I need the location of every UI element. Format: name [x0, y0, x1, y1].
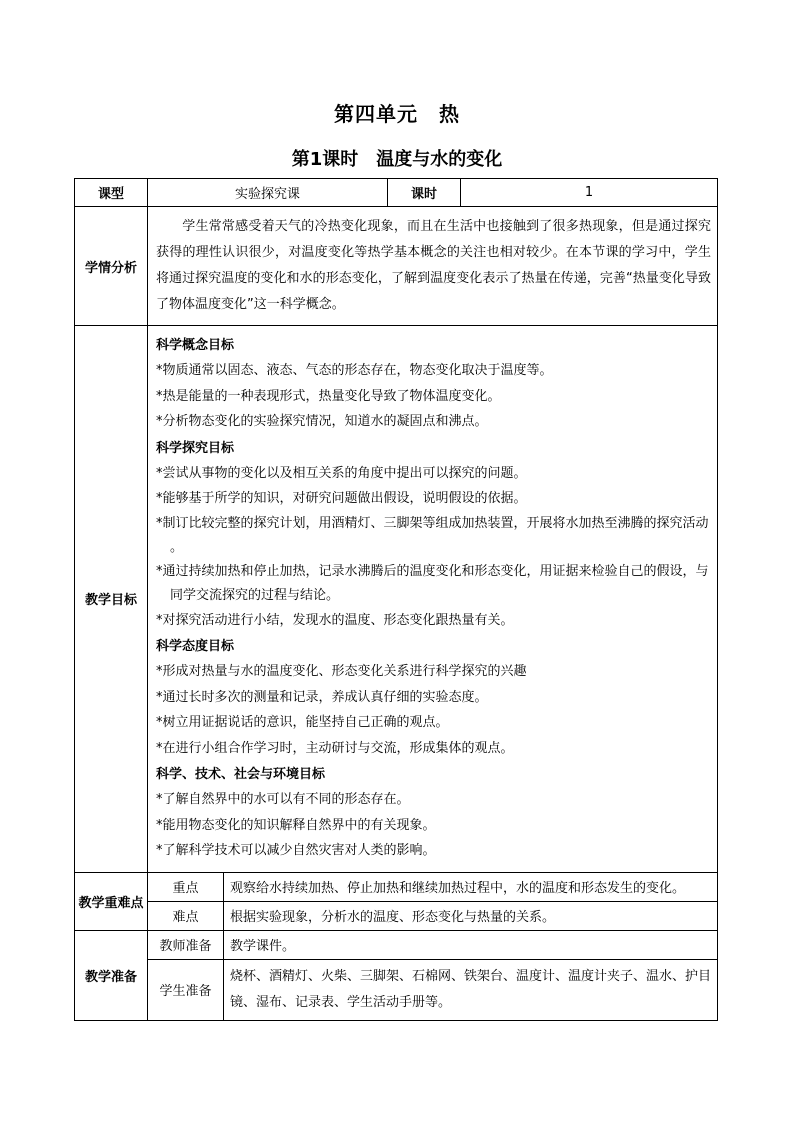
- key-point-text: 观察给水持续加热、停止加热和继续加热过程中，水的温度和形态发生的变化。: [224, 872, 718, 901]
- teacher-prep-row: [75, 930, 718, 959]
- analysis-text: 学生常常感受着天气的冷热变化现象，而且在生活中也接触到了很多热现象，但是通过探究获得的理性认识很少，对温度变化等热学基本概念的关注也相对较少。在本节课的学习中，学生将通过探究温度的变化和水的形态变化，了解到温度变化表示了热量在传递，完善“热量变化导致了物体温度变化”这一科学概念。: [156, 219, 712, 312]
- goal-item: *热是能量的一种表现形式，热量变化导致了物体温度变化。: [156, 388, 501, 404]
- key-point-label: 重点: [148, 872, 224, 901]
- goals-label: 教学目标: [75, 326, 148, 873]
- goal-item: *了解科学技术可以减少自然灾害对人类的影响。: [156, 843, 436, 858]
- course-type-row: [75, 179, 718, 207]
- unit-title: 第四单元 热: [334, 102, 460, 126]
- goal-section-heading: 科学探究目标: [156, 440, 235, 456]
- goal-section-heading: 科学概念目标: [156, 338, 235, 353]
- period-label: 课时: [388, 179, 461, 207]
- difficulty-label: 难点: [148, 901, 224, 930]
- key-difficulty-label: 教学重难点: [75, 872, 148, 930]
- goal-item: *能用物态变化的知识解释自然界中的有关现象。: [156, 817, 436, 833]
- lesson-plan-table: [74, 178, 718, 1021]
- lesson-number: 第1课时: [291, 149, 359, 170]
- goal-item: *尝试从事物的变化以及相互关系的角度中提出可以探究的问题。: [156, 465, 527, 481]
- course-type-value: 实验探究课: [148, 179, 388, 207]
- goal-item: *对探究活动进行小结，发现水的温度、形态变化跟热量有关。: [156, 612, 514, 628]
- goal-item: *物质通常以固态、液态、气态的形态存在，物态变化取决于温度等。: [156, 363, 553, 378]
- goal-item: *形成对热量与水的温度变化、形态变化关系进行科学探究的兴趣: [156, 664, 527, 679]
- student-prep-row: [75, 959, 718, 1020]
- goal-section-heading: 科学、技术、社会与环境目标: [156, 767, 326, 782]
- analysis-row: [75, 207, 718, 326]
- goals-row: [75, 326, 718, 873]
- goals-cell: [148, 326, 718, 873]
- lesson-title: [0, 145, 794, 171]
- difficulty-text: 根据实验现象，分析水的温度、形态变化与热量的关系。: [224, 901, 718, 930]
- goal-item: *了解自然界中的水可以有不同的形态存在。: [156, 792, 410, 807]
- prep-label: 教学准备: [75, 930, 148, 1020]
- goal-section-heading: 科学态度目标: [156, 639, 235, 654]
- teacher-prep-text: 教学课件。: [224, 930, 718, 959]
- student-prep-text: 烧杯、酒精灯、火柴、三脚架、石棉网、铁架台、温度计、温度计夹子、温水、护目镜、湿布、记录表、学生活动手册等。: [224, 959, 718, 1020]
- analysis-label: 学情分析: [75, 207, 148, 326]
- difficulty-row: [75, 901, 718, 930]
- lesson-name: 温度与水的变化: [376, 149, 503, 170]
- goal-item: *能够基于所学的知识，对研究问题做出假设，说明假设的依据。: [156, 491, 527, 506]
- goal-item: *在进行小组合作学习时，主动研讨与交流，形成集体的观点。: [156, 740, 514, 756]
- goal-item: *通过持续加热和停止加热，记录水沸腾后的温度变化和形态变化，用证据来检验自己的假设，与同学交流探究的过程与结论。: [156, 563, 709, 603]
- key-point-row: [75, 872, 718, 901]
- goal-item: *制订比较完整的探究计划，用酒精灯、三脚架等组成加热装置，开展将水加热至沸腾的探究活动 。: [156, 515, 709, 555]
- course-type-label: 课型: [75, 179, 148, 207]
- period-value: 1: [461, 179, 718, 207]
- goal-item: *通过长时多次的测量和记录，养成认真仔细的实验态度。: [156, 689, 488, 705]
- student-prep-label: 学生准备: [148, 959, 224, 1020]
- teacher-prep-label: 教师准备: [148, 930, 224, 959]
- goal-item: *分析物态变化的实验探究情况，知道水的凝固点和沸点。: [156, 414, 488, 429]
- goal-item: *树立用证据说话的意识，能坚持自己正确的观点。: [156, 715, 449, 730]
- analysis-cell: [148, 207, 718, 326]
